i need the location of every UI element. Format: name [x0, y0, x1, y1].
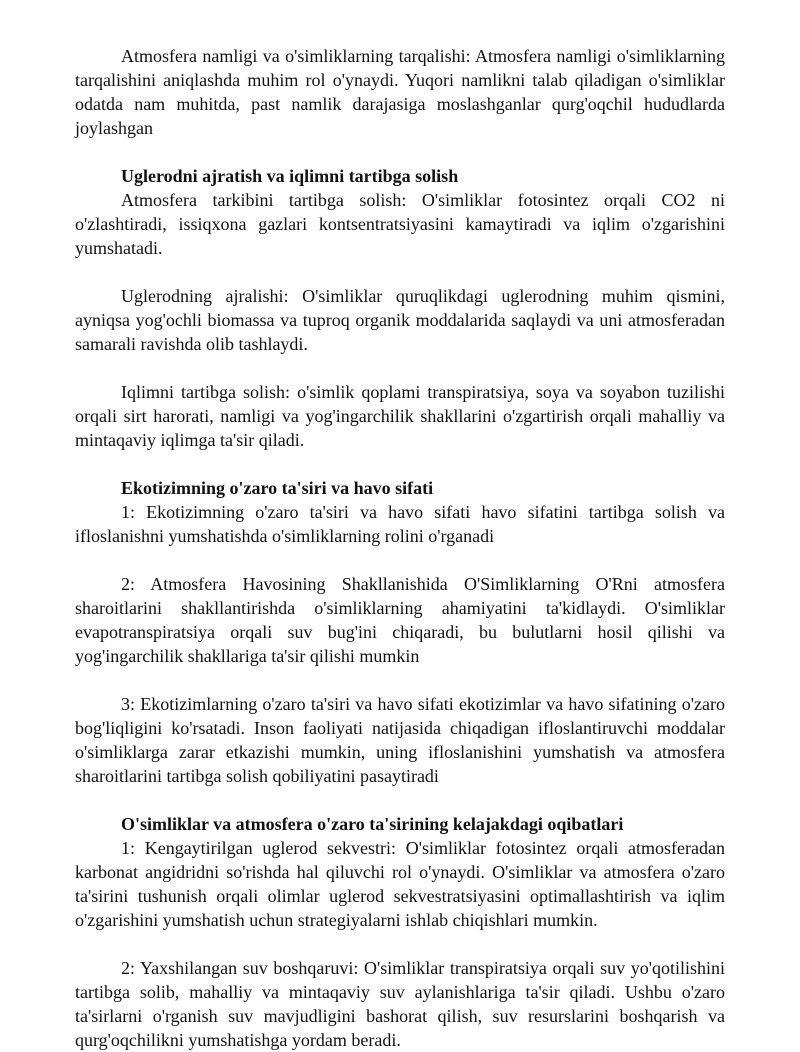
paragraph: Atmosfera tarkibini tartibga solish: O'simliklar fotosintez orqali CO2 ni o'zlashtiradi, issiqxona gazlari kontsentratsiyasini kamaytiradi va iqlim o'zgarishini yumshatadi. [75, 190, 725, 258]
paragraph: 2: Yaxshilangan suv boshqaruvi: O'simliklar transpiratsiya orqali suv yo'qotilishini tartibga solib, mahalliy va mintaqaviy suv aylanishlariga ta'sir qiladi. Ushbu o'zaro ta'sirlarni o'rganish suv mavjudligini bashorat qilish, suv resurslarini boshqarish va qurg'oqchilikni yumshatishga yordam beradi. [75, 958, 725, 1050]
paragraph: 3: Ekotizimlarning o'zaro ta'siri va havo sifati ekotizimlar va havo sifatining o'zaro bog'liqligini ko'rsatadi. Inson faoliyati natijasida chiqadigan ifloslantiruvchi moddalar o'simliklarga zarar etkazishi mumkin, uning ifloslanishini yumshatish va atmosfera sharoitlarini tartibga solish qobiliyatini pasaytiradi [75, 694, 725, 786]
section-ecosystem-air-quality [75, 476, 725, 788]
paragraph: Iqlimni tartibga solish: o'simlik qoplami transpiratsiya, soya va soyabon tuzilishi orqali sirt harorati, namligi va yog'ingarchilik shakllarini o'zgartirish orqali mahalliy va mintaqaviy iqlimga ta'sir qiladi. [75, 382, 725, 450]
paragraph: Uglerodning ajralishi: O'simliklar quruqlikdagi uglerodning muhim qismini, ayniqsa yog'ochli biomassa va tuproq organik moddalarida saqlaydi va uni atmosferadan samarali ravishda olib tashlaydi. [75, 286, 725, 354]
section-heading: Ekotizimning o'zaro ta'siri va havo sifati [121, 478, 434, 498]
section-heading: Uglerodni ajratish va iqlimni tartibga solish [121, 166, 459, 186]
section-future-implications [75, 812, 725, 1052]
paragraph: 1: Ekotizimning o'zaro ta'siri va havo sifati havo sifatini tartibga solish va ifloslanishni yumshatishda o'simliklarning rolini o'rganadi [75, 502, 725, 546]
section-heading: O'simliklar va atmosfera o'zaro ta'sirining kelajakdagi oqibatlari [121, 814, 624, 834]
paragraph: 2: Atmosfera Havosining Shakllanishida O'Simliklarning O'Rni atmosfera sharoitlarini shakllantirishda o'simliklarning ahamiyatini ta'kidlaydi. O'simliklar evapotranspiratsiya orqali suv bug'ini chiqaradi, bu bulutlarni hosil qilishi va yog'ingarchilik shakllariga ta'sir qilishi mumkin [75, 574, 725, 666]
section-carbon-climate [75, 164, 725, 452]
paragraph: 1: Kengaytirilgan uglerod sekvestri: O'simliklar fotosintez orqali atmosferadan karbonat angidridni so'rishda hal qiluvchi rol o'ynaydi. O'simliklar va atmosfera o'zaro ta'sirini tushunish orqali olimlar uglerod sekvestratsiyasini optimallashtirish va iqlim o'zgarishini yumshatish uchun strategiyalarni ishlab chiqishlari mumkin. [75, 838, 725, 930]
intro-paragraph: Atmosfera namligi va o'simliklarning tarqalishi: Atmosfera namligi o'simliklarning tarqalishini aniqlashda muhim rol o'ynaydi. Yuqori namlikni talab qiladigan o'simliklar odatda nam muhitda, past namlik darajasiga moslashganlar qurg'oqchil hududlarda joylashgan [75, 46, 725, 138]
